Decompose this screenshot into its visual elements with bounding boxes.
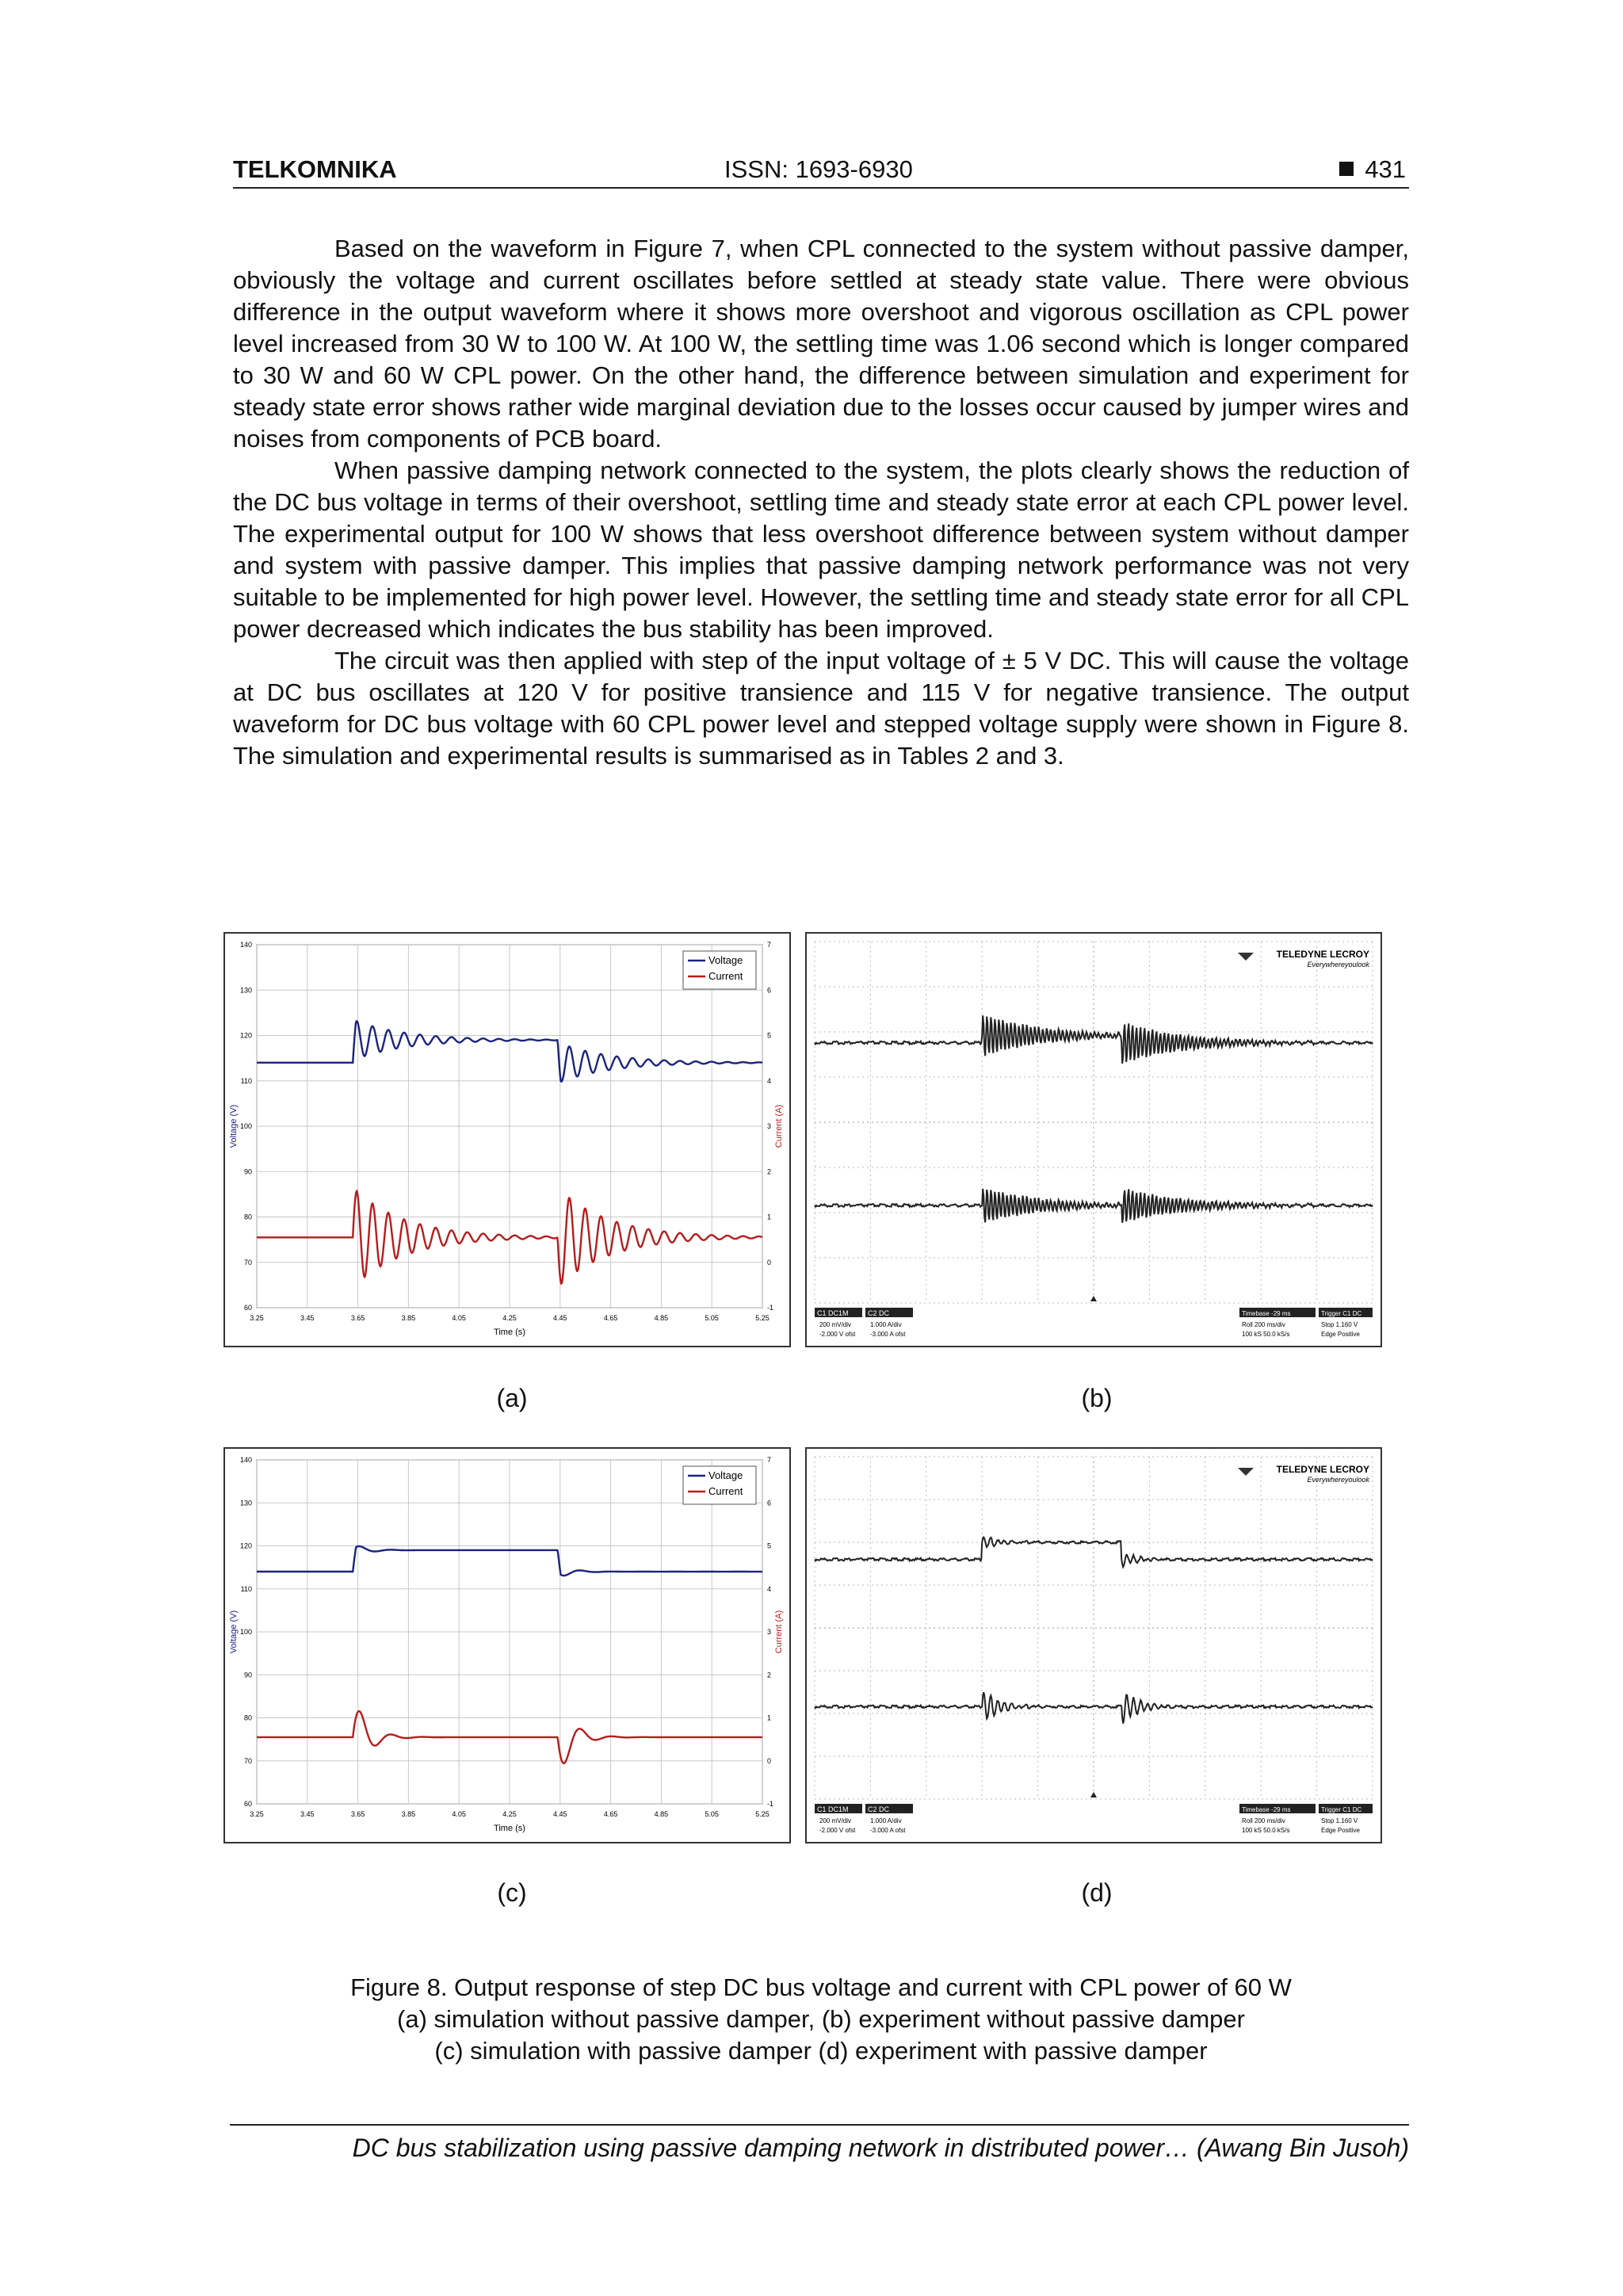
panel-a <box>223 932 791 1347</box>
y-tick-label: 70 <box>243 1258 252 1266</box>
y2-tick-label: 0 <box>767 1258 772 1266</box>
ch2-offset: -3.000 A ofst <box>870 1331 906 1338</box>
sample-info: 100 kS 50.0 kS/s <box>1242 1827 1290 1834</box>
y-tick-label: 90 <box>243 1167 252 1176</box>
y-tick-label: 70 <box>243 1756 252 1765</box>
page-footer: DC bus stabilization using passive damping network in distributed power… (Awang Bin Jusoh) <box>230 2124 1409 2163</box>
x-tick-label: 3.45 <box>300 1810 315 1818</box>
brand-tagline: Everywhereyoulook <box>1307 1476 1369 1484</box>
body-text <box>233 233 1409 772</box>
y-tick-label: 110 <box>240 1076 252 1085</box>
y2-tick-label: 5 <box>767 1541 772 1550</box>
y2-tick-label: 7 <box>767 941 772 949</box>
page-header <box>233 155 1409 189</box>
y2-tick-label: 2 <box>767 1167 772 1176</box>
scope-background <box>807 1449 1381 1842</box>
y2-tick-label: 5 <box>767 1031 772 1040</box>
panel-b <box>805 932 1382 1347</box>
x-tick-label: 4.25 <box>502 1314 517 1322</box>
legend-label: Voltage <box>708 954 743 966</box>
issn: ISSN: 1693-6930 <box>724 155 913 183</box>
legend-label: Current <box>708 970 743 982</box>
paragraph-3: The circuit was then applied with step of the input voltage of ± 5 V DC. This will cause the voltage at DC bus oscillates at 120 V for positive transience and 115 V for negative transience. The output waveform for DC bus voltage with 60 CPL power level and stepped voltage supply were shown in Figure 8. The simulation and experimental results is summarised as in Tables 2 and 3. <box>233 647 1409 770</box>
paragraph-1: Based on the waveform in Figure 7, when CPL connected to the system without passive damper, obviously the voltage and current oscillates before settled at steady state value. There were obvious difference in the output waveform where it shows more overshoot and vigorous oscillation as CPL power level increased from 30 W to 100 W. At 100 W, the settling time was 1.06 second which is longer compared to 30 W and 60 W CPL power. On the other hand, the difference between simulation and experiment for steady state error shows rather wide marginal deviation due to the losses occur caused by jumper wires and noises from components of PCB board. <box>233 235 1409 453</box>
ch1-offset: -2.000 V ofst <box>819 1331 856 1338</box>
x-tick-label: 3.65 <box>350 1810 365 1818</box>
panel-c <box>223 1447 791 1843</box>
y2-tick-label: 6 <box>767 1499 772 1507</box>
chart-d <box>807 1449 1381 1842</box>
x-tick-label: 3.25 <box>250 1314 264 1322</box>
figure-caption <box>233 1972 1409 2067</box>
x-tick-label: 3.45 <box>300 1314 315 1322</box>
y-tick-label: 110 <box>240 1584 252 1593</box>
y2-tick-label: -1 <box>767 1800 774 1808</box>
sample-info: 100 kS 50.0 kS/s <box>1242 1331 1290 1338</box>
ch2-scale: 1.000 A/div <box>870 1321 902 1328</box>
brand-label: TELEDYNE LECROY <box>1276 949 1369 960</box>
y-axis-label: Voltage (V) <box>229 1104 239 1148</box>
x-axis-label: Time (s) <box>494 1824 525 1833</box>
timebase-label: Timebase -29 ms <box>1242 1806 1291 1813</box>
caption-line-1: Figure 8. Output response of step DC bus voltage and current with CPL power of 60 W <box>350 1973 1292 2001</box>
journal-name: TELKOMNIKA <box>233 155 397 183</box>
ch2-label: C2 DC <box>868 1805 890 1813</box>
x-tick-label: 4.25 <box>502 1810 517 1818</box>
x-tick-label: 4.05 <box>452 1314 466 1322</box>
roll-info: Roll 200 ms/div <box>1242 1817 1285 1824</box>
y-tick-label: 60 <box>243 1304 252 1312</box>
x-tick-label: 4.45 <box>553 1314 567 1322</box>
roll-info: Roll 200 ms/div <box>1242 1321 1285 1328</box>
x-tick-label: 3.85 <box>401 1314 416 1322</box>
y-axis-label: Voltage (V) <box>229 1610 239 1654</box>
y-tick-label: 120 <box>239 1031 252 1040</box>
y-tick-label: 140 <box>239 941 252 949</box>
page-number-wrap <box>1339 155 1406 184</box>
y2-axis-label: Current (A) <box>774 1104 784 1148</box>
brand-tagline: Everywhereyoulook <box>1307 961 1369 968</box>
ch1-label: C1 DC1M <box>817 1309 849 1317</box>
x-tick-label: 4.05 <box>452 1810 466 1818</box>
y-tick-label: 130 <box>239 1499 252 1507</box>
x-tick-label: 5.05 <box>705 1810 719 1818</box>
y2-tick-label: 7 <box>767 1456 772 1464</box>
y-tick-label: 100 <box>239 1628 252 1636</box>
y2-tick-label: 0 <box>767 1756 772 1765</box>
ch1-offset: -2.000 V ofst <box>819 1827 856 1834</box>
caption-line-2: (a) simulation without passive damper, (b) experiment without passive damper <box>397 2005 1245 2033</box>
y2-tick-label: 1 <box>767 1713 772 1722</box>
y2-tick-label: 4 <box>767 1076 772 1085</box>
page-number: 431 <box>1365 155 1406 183</box>
brand-label: TELEDYNE LECROY <box>1276 1464 1369 1475</box>
x-tick-label: 4.85 <box>654 1810 669 1818</box>
y2-tick-label: 6 <box>767 986 772 995</box>
legend-label: Current <box>708 1485 743 1497</box>
square-bullet-icon <box>1339 162 1354 176</box>
legend-label: Voltage <box>708 1469 743 1481</box>
chart-b <box>807 934 1381 1346</box>
x-tick-label: 3.25 <box>250 1810 264 1818</box>
sub-label-d: (d) <box>1081 1878 1113 1907</box>
panel-d <box>805 1447 1382 1843</box>
ch2-scale: 1.000 A/div <box>870 1817 902 1824</box>
y2-tick-label: 1 <box>767 1213 772 1221</box>
y-tick-label: 60 <box>243 1800 252 1808</box>
stop-info: Stop 1.160 V <box>1321 1321 1358 1328</box>
chart-a <box>225 934 789 1346</box>
sub-label-a: (a) <box>496 1384 528 1412</box>
y2-tick-label: 3 <box>767 1628 772 1636</box>
y-tick-label: 120 <box>239 1541 252 1550</box>
x-tick-label: 5.25 <box>755 1810 769 1818</box>
trigger-label: Trigger C1 DC <box>1321 1806 1362 1813</box>
edge-info: Edge Positive <box>1321 1827 1360 1834</box>
sub-label-b: (b) <box>1081 1384 1113 1412</box>
timebase-label: Timebase -29 ms <box>1242 1310 1291 1317</box>
x-tick-label: 3.85 <box>401 1810 416 1818</box>
stop-info: Stop 1.160 V <box>1321 1817 1358 1824</box>
x-tick-label: 5.05 <box>705 1314 719 1322</box>
y2-tick-label: 2 <box>767 1671 772 1679</box>
ch1-scale: 200 mV/div <box>819 1321 852 1328</box>
x-tick-label: 4.65 <box>603 1314 618 1322</box>
trigger-label: Trigger C1 DC <box>1321 1310 1362 1317</box>
y-tick-label: 100 <box>239 1122 252 1130</box>
ch2-offset: -3.000 A ofst <box>870 1827 906 1834</box>
ch1-scale: 200 mV/div <box>819 1817 852 1824</box>
x-tick-label: 5.25 <box>755 1314 769 1322</box>
caption-line-3: (c) simulation with passive damper (d) experiment with passive damper <box>434 2037 1208 2065</box>
y-tick-label: 80 <box>243 1713 252 1722</box>
y-tick-label: 80 <box>243 1213 252 1221</box>
chart-c <box>225 1449 789 1842</box>
x-tick-label: 4.85 <box>654 1314 669 1322</box>
y-tick-label: 90 <box>243 1671 252 1679</box>
y2-tick-label: 3 <box>767 1122 772 1130</box>
x-tick-label: 3.65 <box>350 1314 365 1322</box>
edge-info: Edge Positive <box>1321 1331 1360 1338</box>
y2-tick-label: -1 <box>767 1304 774 1312</box>
x-axis-label: Time (s) <box>494 1328 525 1337</box>
paragraph-2: When passive damping network connected to the system, the plots clearly shows the reduction of the DC bus voltage in terms of their overshoot, settling time and steady state error at each CPL power level. The experimental output for 100 W shows that less overshoot difference between system without damper and system with passive damper. This implies that passive damping network performance was not very suitable to be implemented for high power level. However, the settling time and steady state error for all CPL power decreased which indicates the bus stability has been improved. <box>233 457 1409 643</box>
y-tick-label: 140 <box>239 1456 252 1464</box>
ch1-label: C1 DC1M <box>817 1805 849 1813</box>
x-tick-label: 4.65 <box>603 1810 618 1818</box>
y2-axis-label: Current (A) <box>774 1610 784 1654</box>
y2-tick-label: 4 <box>767 1584 772 1593</box>
sub-label-c: (c) <box>497 1878 527 1907</box>
y-tick-label: 130 <box>239 986 252 995</box>
x-tick-label: 4.45 <box>553 1810 567 1818</box>
ch2-label: C2 DC <box>868 1309 890 1317</box>
